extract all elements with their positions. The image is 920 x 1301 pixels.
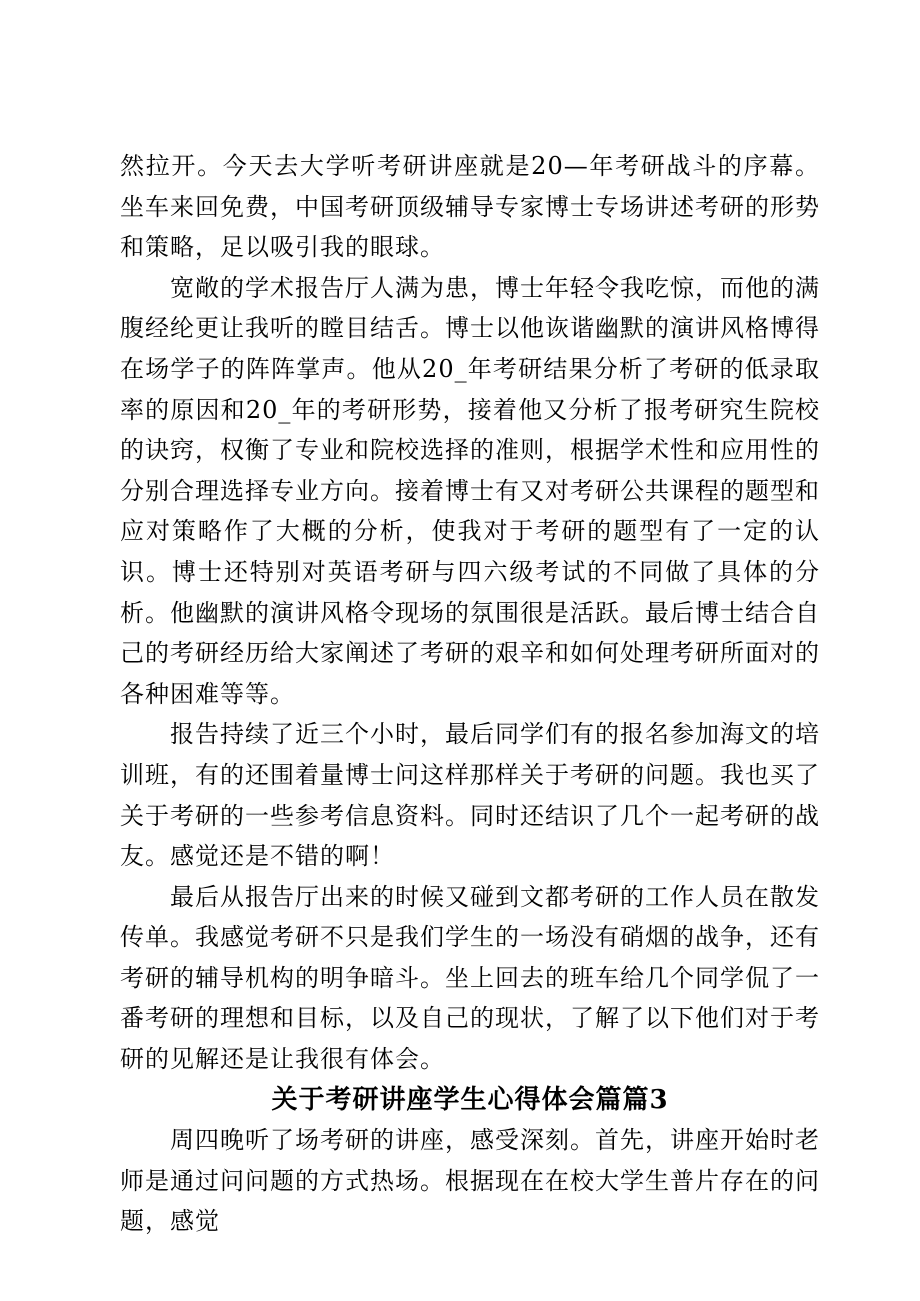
paragraph-4: 最后从报告厅出来的时候又碰到文都考研的工作人员在散发传单。我感觉考研不只是我们学生的一场没有硝烟的战争，还有考研的辅导机构的明争暗斗。坐上回去的班车给几个同学侃了一番考研的理想和目标，以及自己的现状，了解了以下他们对于考研的见解还是让我很有体会。 [120, 882, 820, 1074]
paragraph-3: 报告持续了近三个小时，最后同学们有的报名参加海文的培训班，有的还围着量博士问这样那样关于考研的问题。我也买了关于考研的一些参考信息资料。同时还结识了几个一起考研的战友。感觉还是不错的啊！ [120, 720, 820, 871]
document-body [120, 146, 820, 1242]
section-heading: 关于考研讲座学生心得体会篇篇3 [271, 1084, 669, 1115]
paragraph-2: 宽敞的学术报告厅人满为患，博士年轻令我吃惊，而他的满腹经纶更让我听的瞠目结舌。博士以他诙谐幽默的演讲风格博得在场学子的阵阵掌声。他从20_年考研结果分析了考研的低录取率的原因和20_年的考研形势，接着他又分析了报考研究生院校的诀窍，权衡了专业和院校选择的准则，根据学术性和应用性的分别合理选择专业方向。接着博士有又对考研公共课程的题型和应对策略作了大概的分析，使我对于考研的题型有了一定的认识。博士还特别对英语考研与四六级考试的不同做了具体的分析。他幽默的演讲风格令现场的氛围很是活跃。最后博士结合自己的考研经历给大家阐述了考研的艰辛和如何处理考研所面对的各种困难等等。 [120, 273, 820, 708]
paragraph-5: 周四晚听了场考研的讲座，感受深刻。首先，讲座开始时老师是通过问问题的方式热场。根据现在在校大学生普片存在的问题，感觉 [120, 1126, 820, 1236]
paragraph-1: 然拉开。今天去大学听考研讲座就是20—年考研战斗的序幕。坐车来回免费，中国考研顶级辅导专家博士专场讲述考研的形势和策略，足以吸引我的眼球。 [120, 152, 820, 262]
